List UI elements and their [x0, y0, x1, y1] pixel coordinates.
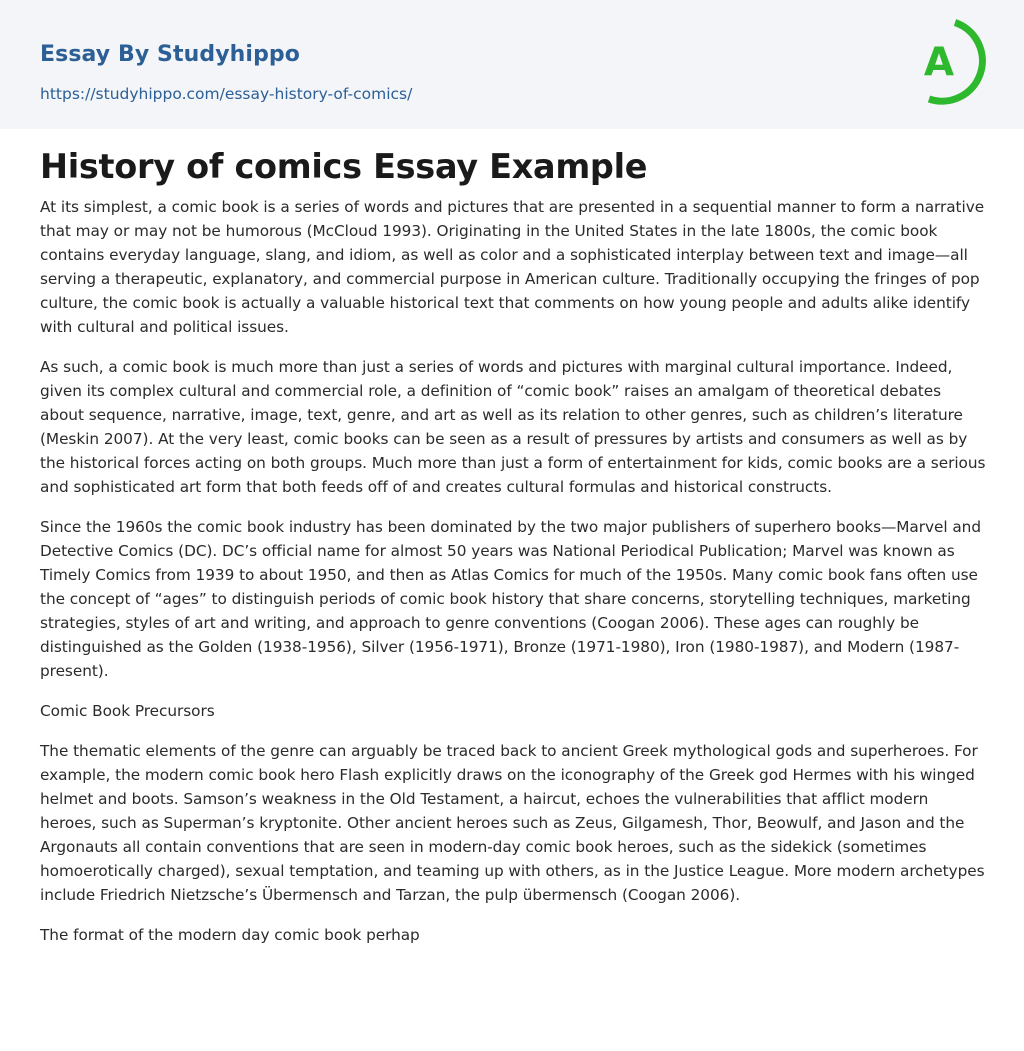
paragraph-2: As such, a comic book is much more than just a series of words and pictures with marginal cultural importance. Indeed, given its complex cultural and commercial role, a definition of “comic book” raises an amalgam of theoretical debates about sequence, narrative, image, text, genre, and art as well as its relation to other genres, such as children’s literature (Meskin 2007). At the very least, comic books can be seen as a result of pressures by artists and consumers as well as by the historical forces acting on both groups. Much more than just a form of entertainment for kids, comic books are a serious and sophisticated art form that both feeds off of and creates cultural formulas and historical constructs. [40, 358, 986, 496]
site-title[interactable]: Essay By Studyhippo [40, 42, 300, 67]
site-header [0, 0, 1024, 129]
logo-letter: A [923, 40, 955, 85]
page-title: History of comics Essay Example [40, 147, 648, 186]
paragraph-3: Since the 1960s the comic book industry has been dominated by the two major publishers of superhero books—Marvel and Detective Comics (DC). DC’s official name for almost 50 years was National Periodical Publication; Marvel was known as Timely Comics from 1939 to about 1950, and then as Atlas Comics for much of the 1950s. Many comic book fans often use the concept of “ages” to distinguish periods of comic book history that share concerns, storytelling techniques, marketing strategies, styles of art and writing, and approach to genre conventions (Coogan 2006). These ages can roughly be distinguished as the Golden (1938-1956), Silver (1956-1971), Bronze (1971-1980), Iron (1980-1987), and Modern (1987-present). [40, 518, 981, 680]
essay-url-link[interactable]: https://studyhippo.com/essay-history-of-comics/ [40, 85, 413, 103]
studyhippo-logo-icon[interactable] [912, 19, 986, 105]
article-body [40, 143, 988, 963]
section-heading-precursors: Comic Book Precursors [40, 702, 215, 720]
paragraph-5-truncated: The format of the modern day comic book perhap [40, 926, 420, 944]
paragraph-1: At its simplest, a comic book is a series of words and pictures that are presented in a sequential manner to form a narrative that may or may not be humorous (McCloud 1993). Originating in the United States in the late 1800s, the comic book contains everyday language, slang, and idiom, as well as color and a sophisticated interplay between text and image—all serving a therapeutic, explanatory, and commercial purpose in American culture. Traditionally occupying the fringes of pop culture, the comic book is actually a valuable historical text that comments on how young people and adults alike identify with cultural and political issues. [40, 198, 985, 336]
paragraph-4: The thematic elements of the genre can arguably be traced back to ancient Greek mythological gods and superheroes. For example, the modern comic book hero Flash explicitly draws on the iconography of the Greek god Hermes with his winged helmet and boots. Samson’s weakness in the Old Testament, a haircut, echoes the vulnerabilities that afflict modern heroes, such as Superman’s kryptonite. Other ancient heroes such as Zeus, Gilgamesh, Thor, Beowulf, and Jason and the Argonauts all contain conventions that are seen in modern-day comic book heroes, such as the sidekick (sometimes homoerotically charged), sexual temptation, and teaming up with others, as in the Justice League. More modern archetypes include Friedrich Nietzsche’s Übermensch and Tarzan, the pulp übermensch (Coogan 2006). [40, 742, 985, 904]
